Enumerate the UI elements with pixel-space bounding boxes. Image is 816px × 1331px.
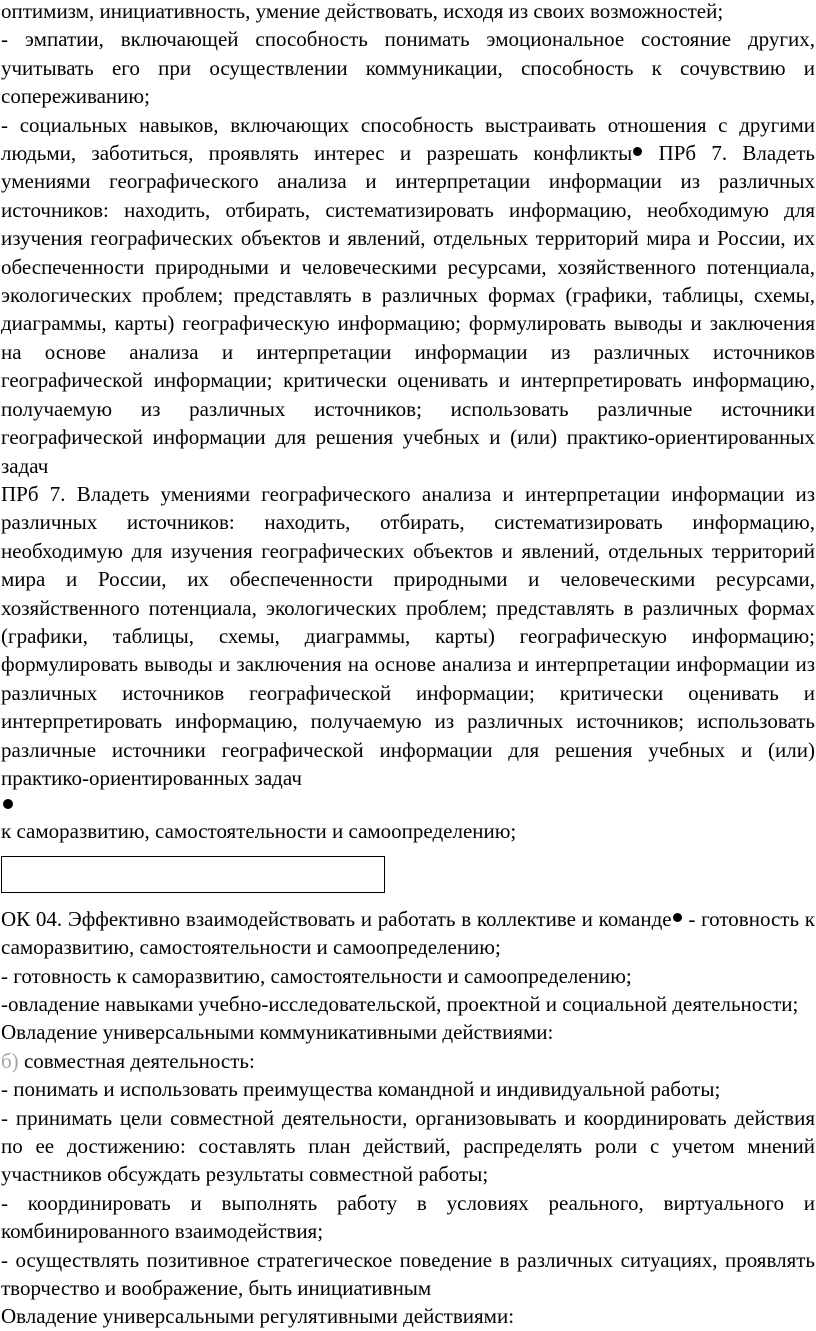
paragraph-goals: - принимать цели совместной деятельности, организовывать и координировать действия по ее достижению: составлять план действий, распределять роли с учетом мнений участников обсуждать результаты совместной работы;: [1, 1105, 815, 1187]
bullet-icon: [3, 799, 13, 809]
ok04-readiness-text: - готовность к саморазвитию, самостоятельности и самоопределению;: [1, 906, 815, 960]
paragraph-social-skills: [1, 111, 815, 480]
paragraph-optimism: оптимизм, инициативность, умение действовать, исходя из своих возможностей;: [1, 0, 724, 23]
paragraph-readiness: - готовность к саморазвитию, самостоятельности и самоопределению;: [1, 963, 632, 988]
social-skills-text: - социальных навыков, включающих способность выстраивать отношения с другими людьми, заботиться, проявлять интерес и разрешать конфликты: [1, 112, 815, 166]
heading-regulatory-actions: Овладение универсальными регулятивными действиями:: [1, 1304, 515, 1329]
list-marker: б): [1, 1048, 19, 1073]
bullet-icon: [673, 913, 682, 922]
paragraph-research-skills: -овладение навыками учебно-исследовательской, проектной и социальной деятельности;: [1, 992, 799, 1016]
bullet-icon: [633, 147, 642, 156]
bullet-line: [1, 792, 815, 817]
paragraph-teamwork: - понимать и использовать преимущества командной и индивидуальной работы;: [1, 1077, 721, 1102]
ok04-text: ОК 04. Эффективно взаимодействовать и работать в коллективе и команде: [1, 906, 672, 931]
prb7-inline-text: ПРб 7. Владеть умениями географического анализа и интерпретации информации из различных источников: находить, отбирать, систематизировать информацию, необходимую для изучения географических объектов и явлений, отдельных территорий мира и России, их обеспеченности природными и человеческими ресурсами, хозяйственного потенциала, экологических проблем; представлять в различных формах (графики, таблицы, схемы, диаграммы, карты) географическую информацию; формулировать выводы и заключения на основе анализа и интерпретации информации из различных источников географической информации; критически оценивать и интерпретировать информацию, получаемую из различных источников; использовать различные источники географической информации для решения учебных и (или) практико-ориентированных задач: [1, 141, 815, 478]
joint-activity-text: совместная деятельность:: [18, 1048, 255, 1073]
paragraph-coordination: - координировать и выполнять работу в условиях реального, виртуального и комбинированного взаимодействия;: [1, 1190, 815, 1244]
paragraph-self-development: к саморазвитию, самостоятельности и самоопределению;: [1, 819, 517, 844]
empty-table-cell: [1, 856, 385, 893]
paragraph-empathy: - эмпатии, включающей способность понимать эмоциональное состояние других, учитывать его при осуществлении коммуникации, способность к сочувствию и сопереживанию;: [1, 27, 815, 109]
paragraph-strategic-behavior: - осуществлять позитивное стратегическое поведение в различных ситуациях, проявлять творчество и воображение, быть инициативным: [1, 1247, 815, 1301]
paragraph-prb7: ПРб 7. Владеть умениями географического анализа и интерпретации информации из различных источников: находить, отбирать, систематизировать информацию, необходимую для изучения географических объектов и явлений, отдельных территорий мира и России, их обеспеченности природными и человеческими ресурсами, хозяйственного потенциала, экологических проблем; представлять в различных формах (графики, таблицы, схемы, диаграммы, карты) географическую информацию; формулировать выводы и заключения на основе анализа и интерпретации информации из различных источников географической информации; критически оценивать и интерпретировать информацию, получаемую из различных источников; использовать различные источники географической информации для решения учебных и (или) практико-ориентированных задач: [1, 481, 815, 790]
paragraph-joint-activity: [1, 1047, 815, 1075]
heading-communicative-actions: Овладение универсальными коммуникативными действиями:: [1, 1020, 554, 1045]
paragraph-ok04: [1, 905, 815, 962]
